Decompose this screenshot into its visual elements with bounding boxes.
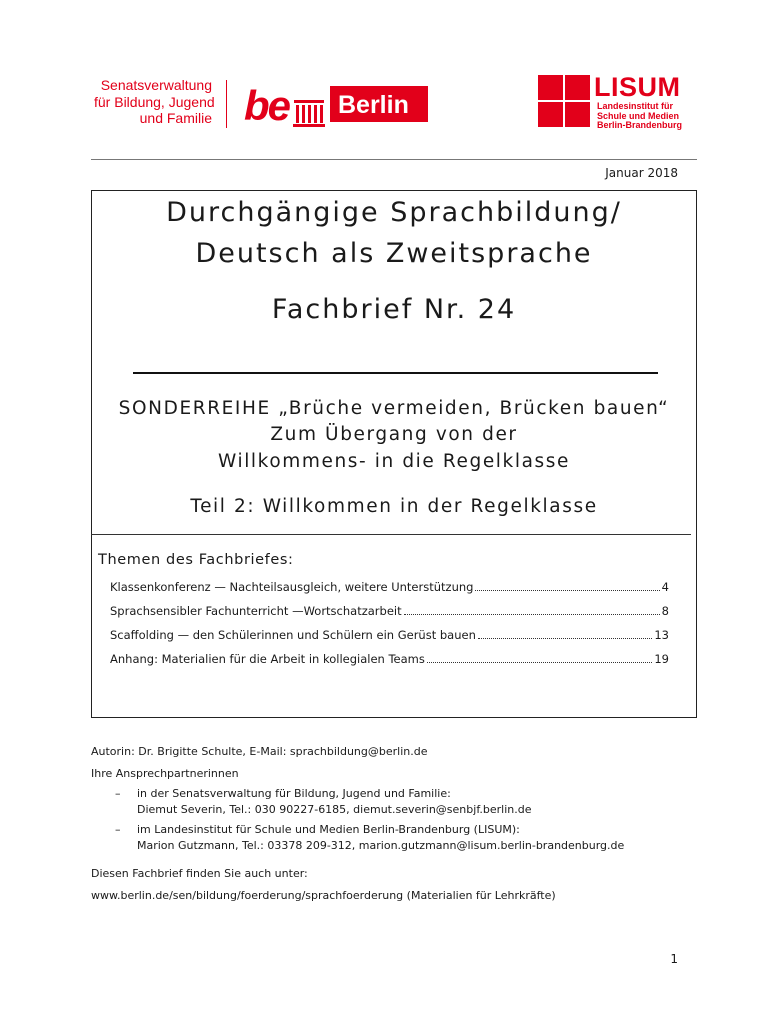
contact-person[interactable]: Marion Gutzmann, Tel.: 03378 209-312, marion.gutzmann@lisum.berlin-brandenburg.de [137,839,625,852]
inner-rule [91,534,691,535]
title-separator [133,372,658,374]
fachbrief-number: Fachbrief Nr. 24 [271,294,517,325]
lisum-line: Schule und Medien [597,110,680,121]
table-of-contents [110,580,669,676]
bullet-dash: – [115,823,121,836]
toc-entry[interactable] [110,580,669,604]
toc-entry[interactable] [110,604,669,628]
toc-title: Sprachsensibler Fachunterricht —Wortschatzarbeit [110,604,402,618]
header-rule [91,159,697,160]
ansprech-heading: Ihre Ansprechpartnerinnen [91,767,239,780]
be-mark: be [244,86,290,129]
senat-line: Senatsverwaltung [100,77,212,93]
be-berlin-logo [244,86,428,130]
toc-title: Klassenkonferenz — Nachteilsausgleich, weitere Unterstützung [110,580,474,594]
title-line-1: Durchgängige Sprachbildung/ [166,197,622,228]
toc-page: 8 [661,604,669,618]
lisum-logo-squares [538,75,590,127]
contact-org: im Landesinstitut für Schule und Medien Berlin-Brandenburg (LISUM): [137,823,520,836]
lisum-line: Berlin-Brandenburg [597,120,683,130]
senat-line: für Bildung, Jugend [94,93,215,110]
berlin-label: Berlin [338,91,409,119]
find-label: Diesen Fachbrief finden Sie auch unter: [91,867,308,880]
toc-leader-dots [478,629,652,639]
senat-line: und Familie [139,110,212,126]
author-line: Autorin: Dr. Brigitte Schulte, E-Mail: sprachbildung@berlin.de [91,745,428,758]
toc-page: 19 [654,652,669,666]
contact-bullet [91,822,697,854]
series-title: SONDERREIHE „Brüche vermeiden, Brücken bauen“ [118,398,670,419]
toc-page: 13 [654,628,669,642]
lisum-line: Landesinstitut für [597,101,673,111]
contacts-section [91,744,697,904]
title-line-2: Deutsch als Zweitsprache [195,238,593,269]
bullet-dash: – [115,787,121,800]
subtitle-line-2: Zum Übergang von der [270,424,518,445]
toc-entry[interactable] [110,628,669,652]
document-date: Januar 2018 [605,166,678,180]
toc-entry[interactable] [110,652,669,676]
fachbrief-url[interactable]: www.berlin.de/sen/bildung/foerderung/sprachfoerderung (Materialien für Lehrkräfte) [91,889,556,902]
brandenburg-gate-icon [293,100,325,127]
toc-leader-dots [427,653,653,663]
toc-title: Anhang: Materialien für die Arbeit in kollegialen Teams [110,652,425,666]
lisum-subtitle [597,102,682,131]
themen-heading: Themen des Fachbriefes: [98,552,294,568]
senatsverwaltung-logo-text [94,77,215,127]
contact-org: in der Senatsverwaltung für Bildung, Jugend und Familie: [137,787,451,800]
subtitle-line-3: Willkommens- in die Regelklasse [217,451,571,472]
logo-divider [226,80,227,128]
part-title: Teil 2: Willkommen in der Regelklasse [190,496,598,517]
toc-leader-dots [404,605,660,615]
toc-title: Scaffolding — den Schülerinnen und Schülern ein Gerüst bauen [110,628,476,642]
toc-leader-dots [475,581,659,591]
toc-page: 4 [661,580,669,594]
contact-person[interactable]: Diemut Severin, Tel.: 030 90227-6185, diemut.severin@senbjf.berlin.de [137,803,532,816]
page-number: 1 [670,952,678,966]
lisum-name: LISUM [594,72,681,102]
contact-bullet [91,786,697,818]
